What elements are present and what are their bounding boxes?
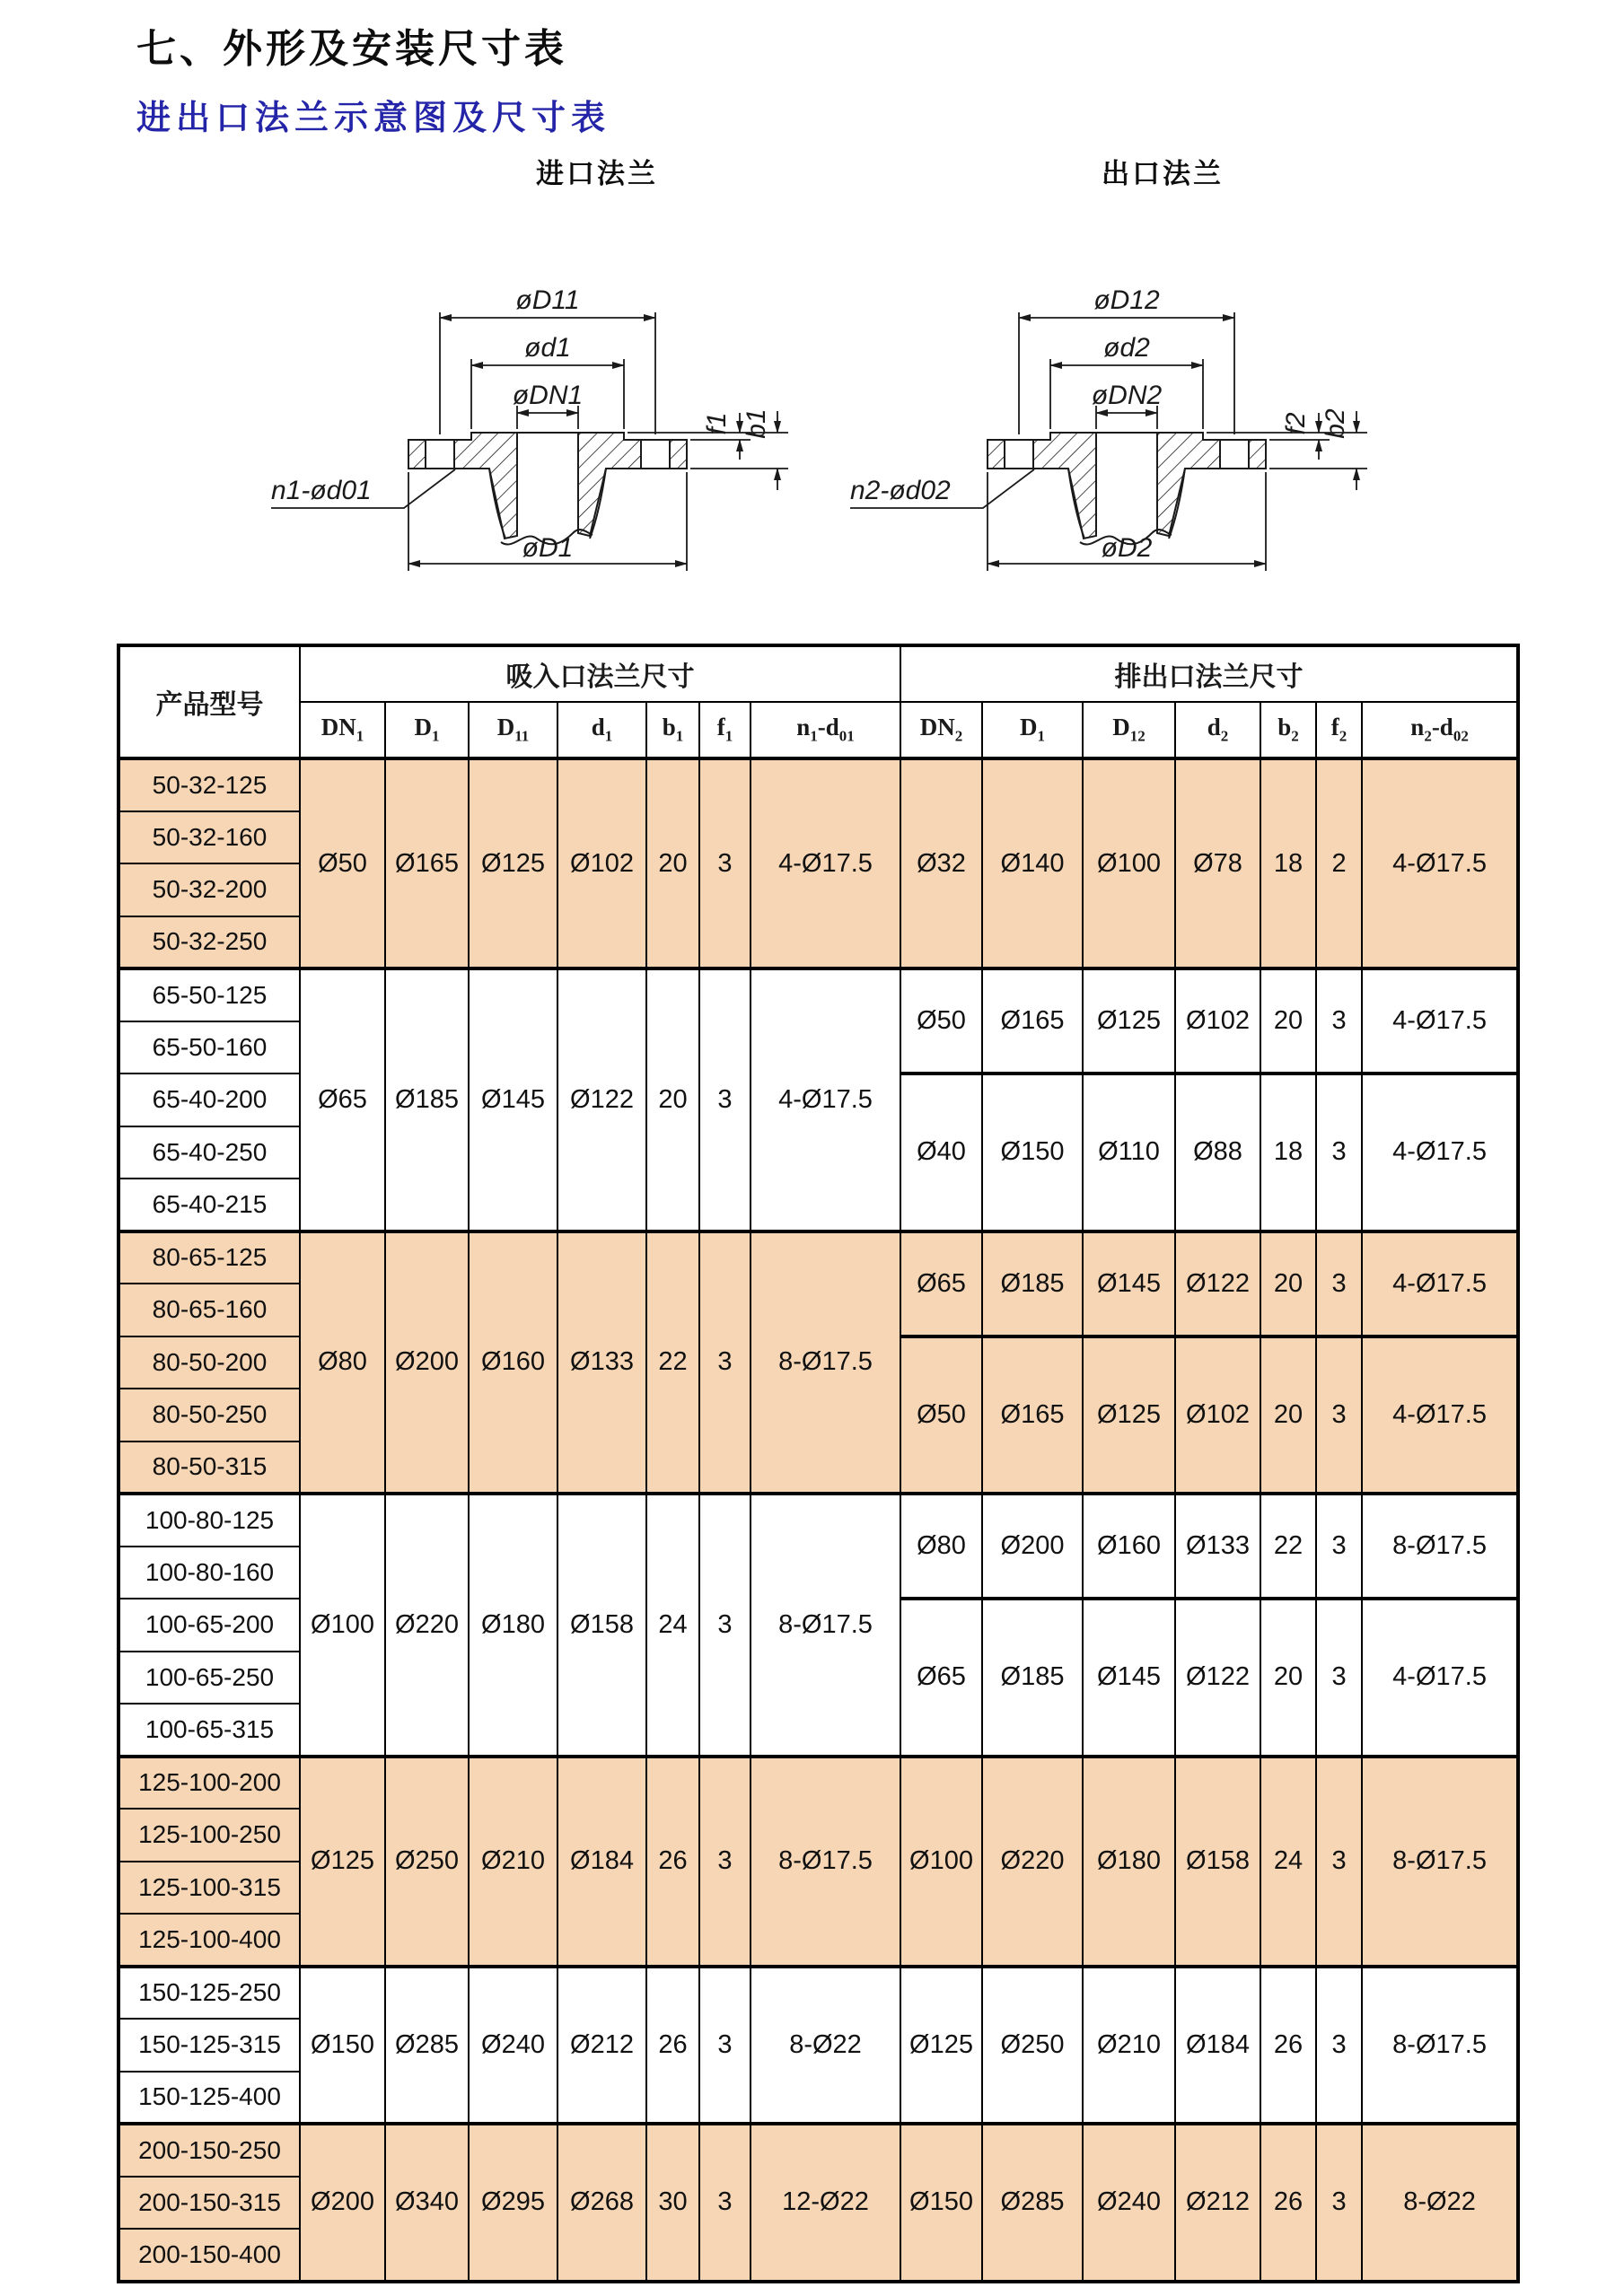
model-cell: 80-50-315 — [119, 1442, 300, 1494]
suction-cell: Ø185 — [385, 968, 469, 1231]
model-cell: 100-65-200 — [119, 1599, 300, 1652]
dim-label-bore: øDN1 — [512, 381, 584, 410]
discharge-cell: 22 — [1260, 1494, 1316, 1599]
discharge-col-header: $n_2-d_{02}$ — [1362, 702, 1518, 758]
discharge-cell: 20 — [1260, 1599, 1316, 1757]
discharge-col-header: $d_2$ — [1175, 702, 1260, 758]
suction-cell: 8-Ø17.5 — [751, 1757, 900, 1967]
suction-cell: Ø145 — [469, 968, 557, 1231]
suction-cell: Ø158 — [557, 1494, 646, 1757]
discharge-cell: 8-Ø17.5 — [1362, 1967, 1518, 2125]
suction-cell: 20 — [646, 968, 699, 1231]
model-cell: 150-125-315 — [119, 2019, 300, 2072]
suction-cell: Ø184 — [557, 1757, 646, 1967]
suction-cell: 24 — [646, 1494, 699, 1757]
discharge-cell: 4-Ø17.5 — [1362, 758, 1518, 968]
discharge-cell: Ø125 — [1083, 968, 1175, 1074]
discharge-col-header: $D_1$ — [982, 702, 1083, 758]
discharge-cell: Ø100 — [900, 1757, 982, 1967]
discharge-cell: Ø50 — [900, 1336, 982, 1494]
discharge-col-header: $f_2$ — [1316, 702, 1362, 758]
dim-label-b: b2 — [1321, 408, 1350, 439]
suction-cell: Ø150 — [300, 1967, 385, 2125]
suction-cell: 3 — [699, 1231, 751, 1494]
discharge-cell: 20 — [1260, 1336, 1316, 1494]
suction-cell: Ø250 — [385, 1757, 469, 1967]
discharge-cell: Ø240 — [1083, 2124, 1175, 2282]
suction-cell: Ø285 — [385, 1967, 469, 2125]
discharge-cell: Ø125 — [900, 1967, 982, 2125]
discharge-cell: Ø165 — [982, 968, 1083, 1074]
model-cell: 65-40-215 — [119, 1179, 300, 1231]
suction-cell: Ø122 — [557, 968, 646, 1231]
dim-label-f: f1 — [702, 412, 732, 435]
dim-label-bore: øDN2 — [1091, 381, 1163, 410]
dim-label-b: b1 — [742, 408, 771, 439]
model-cell: 80-50-200 — [119, 1336, 300, 1389]
suction-cell: Ø340 — [385, 2124, 469, 2282]
suction-cell: Ø125 — [300, 1757, 385, 1967]
discharge-cell: Ø180 — [1083, 1757, 1175, 1967]
discharge-cell: Ø110 — [1083, 1074, 1175, 1231]
model-cell: 150-125-400 — [119, 2072, 300, 2125]
discharge-col-header: $D_{12}$ — [1083, 702, 1175, 758]
suction-cell: Ø102 — [557, 758, 646, 968]
discharge-cell: Ø250 — [982, 1967, 1083, 2125]
suction-cell: 8-Ø17.5 — [751, 1494, 900, 1757]
suction-cell: 26 — [646, 1967, 699, 2125]
model-cell: 150-125-250 — [119, 1967, 300, 2020]
discharge-cell: 4-Ø17.5 — [1362, 968, 1518, 1074]
model-cell: 200-150-400 — [119, 2229, 300, 2282]
discharge-cell: Ø210 — [1083, 1967, 1175, 2125]
suction-cell: 3 — [699, 1494, 751, 1757]
suction-cell: 8-Ø17.5 — [751, 1231, 900, 1494]
model-cell: 65-40-250 — [119, 1126, 300, 1179]
discharge-cell: Ø40 — [900, 1074, 982, 1231]
dim-label-bolt-holes: n1-ød01 — [271, 476, 372, 505]
suction-cell: 26 — [646, 1757, 699, 1967]
model-cell: 100-80-125 — [119, 1494, 300, 1547]
suction-col-header: $D_{11}$ — [469, 702, 557, 758]
discharge-cell: 4-Ø17.5 — [1362, 1074, 1518, 1231]
suction-cell: Ø165 — [385, 758, 469, 968]
discharge-cell: 3 — [1316, 1757, 1362, 1967]
suction-cell: 20 — [646, 758, 699, 968]
discharge-cell: Ø88 — [1175, 1074, 1260, 1231]
suction-cell: Ø100 — [300, 1494, 385, 1757]
discharge-cell: 3 — [1316, 1599, 1362, 1757]
model-cell: 125-100-315 — [119, 1862, 300, 1915]
discharge-cell: 3 — [1316, 1336, 1362, 1494]
discharge-cell: Ø185 — [982, 1231, 1083, 1336]
suction-cell: Ø180 — [469, 1494, 557, 1757]
discharge-cell: Ø150 — [900, 2124, 982, 2282]
discharge-cell: Ø145 — [1083, 1599, 1175, 1757]
discharge-cell: Ø32 — [900, 758, 982, 968]
discharge-cell: Ø80 — [900, 1494, 982, 1599]
model-cell: 80-65-160 — [119, 1284, 300, 1336]
suction-col-header: $DN_1$ — [300, 702, 385, 758]
dim-label-face: ød1 — [524, 333, 571, 363]
suction-cell: Ø50 — [300, 758, 385, 968]
suction-cell: Ø212 — [557, 1967, 646, 2125]
model-cell: 80-65-125 — [119, 1231, 300, 1284]
discharge-cell: Ø78 — [1175, 758, 1260, 968]
suction-col-header: $d_1$ — [557, 702, 646, 758]
suction-cell: Ø268 — [557, 2124, 646, 2282]
discharge-cell: 8-Ø17.5 — [1362, 1757, 1518, 1967]
suction-cell: Ø240 — [469, 1967, 557, 2125]
discharge-cell: 3 — [1316, 1231, 1362, 1336]
suction-cell: Ø65 — [300, 968, 385, 1231]
discharge-cell: 20 — [1260, 1231, 1316, 1336]
discharge-cell: Ø50 — [900, 968, 982, 1074]
discharge-cell: 3 — [1316, 1967, 1362, 2125]
discharge-cell: Ø65 — [900, 1231, 982, 1336]
model-cell: 65-50-125 — [119, 968, 300, 1021]
dim-label-outer-top: øD12 — [1093, 285, 1160, 315]
suction-cell: 22 — [646, 1231, 699, 1494]
dim-label-face: ød2 — [1103, 333, 1150, 363]
discharge-cell: 3 — [1316, 2124, 1362, 2282]
model-cell: 200-150-250 — [119, 2124, 300, 2177]
suction-cell: Ø210 — [469, 1757, 557, 1967]
discharge-cell: Ø285 — [982, 2124, 1083, 2282]
suction-cell: Ø220 — [385, 1494, 469, 1757]
page-subtitle: 进出口法兰示意图及尺寸表 — [136, 100, 611, 137]
discharge-col-header: $DN_2$ — [900, 702, 982, 758]
discharge-cell: 4-Ø17.5 — [1362, 1231, 1518, 1336]
suction-cell: 3 — [699, 758, 751, 968]
model-cell: 125-100-200 — [119, 1757, 300, 1810]
discharge-cell: 18 — [1260, 1074, 1316, 1231]
discharge-cell: 8-Ø22 — [1362, 2124, 1518, 2282]
model-cell: 65-50-160 — [119, 1021, 300, 1074]
discharge-cell: Ø212 — [1175, 2124, 1260, 2282]
discharge-cell: Ø125 — [1083, 1336, 1175, 1494]
discharge-cell: Ø102 — [1175, 968, 1260, 1074]
inlet-flange-diagram — [269, 199, 844, 594]
outlet-flange-diagram — [848, 199, 1423, 594]
model-cell: 100-80-160 — [119, 1547, 300, 1599]
dim-label-outer-bottom: øD2 — [1101, 533, 1153, 563]
discharge-cell: 18 — [1260, 758, 1316, 968]
discharge-cell: Ø165 — [982, 1336, 1083, 1494]
suction-col-header: $f_1$ — [699, 702, 751, 758]
discharge-cell: Ø220 — [982, 1757, 1083, 1967]
suction-cell: 3 — [699, 968, 751, 1231]
dim-label-f: f2 — [1281, 412, 1311, 435]
discharge-cell: 3 — [1316, 968, 1362, 1074]
product-header-cell: 产品型号 — [119, 645, 300, 758]
model-cell: 80-50-250 — [119, 1389, 300, 1442]
suction-cell: Ø133 — [557, 1231, 646, 1494]
suction-col-header: $b_1$ — [646, 702, 699, 758]
discharge-cell: Ø185 — [982, 1599, 1083, 1757]
discharge-cell: 8-Ø17.5 — [1362, 1494, 1518, 1599]
suction-cell: 3 — [699, 1757, 751, 1967]
discharge-cell: Ø102 — [1175, 1336, 1260, 1494]
discharge-cell: Ø100 — [1083, 758, 1175, 968]
model-cell: 50-32-250 — [119, 916, 300, 969]
discharge-cell: 20 — [1260, 968, 1316, 1074]
discharge-cell: 3 — [1316, 1074, 1362, 1231]
model-cell: 200-150-315 — [119, 2177, 300, 2230]
suction-cell: 12-Ø22 — [751, 2124, 900, 2282]
discharge-cell: Ø184 — [1175, 1967, 1260, 2125]
discharge-cell: Ø122 — [1175, 1231, 1260, 1336]
model-cell: 125-100-400 — [119, 1914, 300, 1967]
dim-label-bolt-holes: n2-ød02 — [850, 476, 951, 505]
suction-cell: 30 — [646, 2124, 699, 2282]
suction-cell: Ø295 — [469, 2124, 557, 2282]
discharge-cell: 3 — [1316, 1494, 1362, 1599]
suction-section-header: 吸入口法兰尺寸 — [300, 645, 900, 702]
flange-section-outline — [988, 433, 1266, 544]
suction-cell: 3 — [699, 2124, 751, 2282]
discharge-cell: Ø133 — [1175, 1494, 1260, 1599]
discharge-cell: Ø65 — [900, 1599, 982, 1757]
discharge-cell: Ø122 — [1175, 1599, 1260, 1757]
discharge-cell: 26 — [1260, 2124, 1316, 2282]
suction-cell: 4-Ø17.5 — [751, 758, 900, 968]
suction-cell: Ø200 — [300, 2124, 385, 2282]
suction-col-header: $n_1-d_{01}$ — [751, 702, 900, 758]
flange-section-outline — [408, 433, 687, 544]
discharge-col-header: $b_2$ — [1260, 702, 1316, 758]
dim-label-outer-bottom: øD1 — [522, 533, 574, 563]
suction-cell: 8-Ø22 — [751, 1967, 900, 2125]
suction-cell: 4-Ø17.5 — [751, 968, 900, 1231]
discharge-cell: Ø200 — [982, 1494, 1083, 1599]
discharge-cell: Ø140 — [982, 758, 1083, 968]
model-cell: 50-32-200 — [119, 863, 300, 916]
page-title: 七、外形及安装尺寸表 — [136, 27, 567, 71]
discharge-cell: 4-Ø17.5 — [1362, 1336, 1518, 1494]
discharge-cell: 2 — [1316, 758, 1362, 968]
model-cell: 50-32-125 — [119, 758, 300, 811]
discharge-cell: 26 — [1260, 1967, 1316, 2125]
suction-col-header: $D_1$ — [385, 702, 469, 758]
inlet-flange-title: 进口法兰 — [536, 158, 658, 189]
suction-cell: Ø160 — [469, 1231, 557, 1494]
discharge-cell: Ø150 — [982, 1074, 1083, 1231]
flange-dimension-table — [117, 644, 1520, 2283]
dim-label-outer-top: øD11 — [515, 285, 580, 315]
discharge-cell: 4-Ø17.5 — [1362, 1599, 1518, 1757]
discharge-section-header: 排出口法兰尺寸 — [900, 645, 1518, 702]
discharge-cell: Ø158 — [1175, 1757, 1260, 1967]
discharge-cell: Ø145 — [1083, 1231, 1175, 1336]
discharge-cell: 24 — [1260, 1757, 1316, 1967]
model-cell: 125-100-250 — [119, 1809, 300, 1862]
model-cell: 50-32-160 — [119, 811, 300, 864]
discharge-cell: Ø160 — [1083, 1494, 1175, 1599]
suction-cell: 3 — [699, 1967, 751, 2125]
suction-cell: Ø80 — [300, 1231, 385, 1494]
model-cell: 65-40-200 — [119, 1074, 300, 1126]
suction-cell: Ø125 — [469, 758, 557, 968]
model-cell: 100-65-315 — [119, 1704, 300, 1757]
outlet-flange-title: 出口法兰 — [1102, 158, 1224, 189]
suction-cell: Ø200 — [385, 1231, 469, 1494]
model-cell: 100-65-250 — [119, 1652, 300, 1704]
